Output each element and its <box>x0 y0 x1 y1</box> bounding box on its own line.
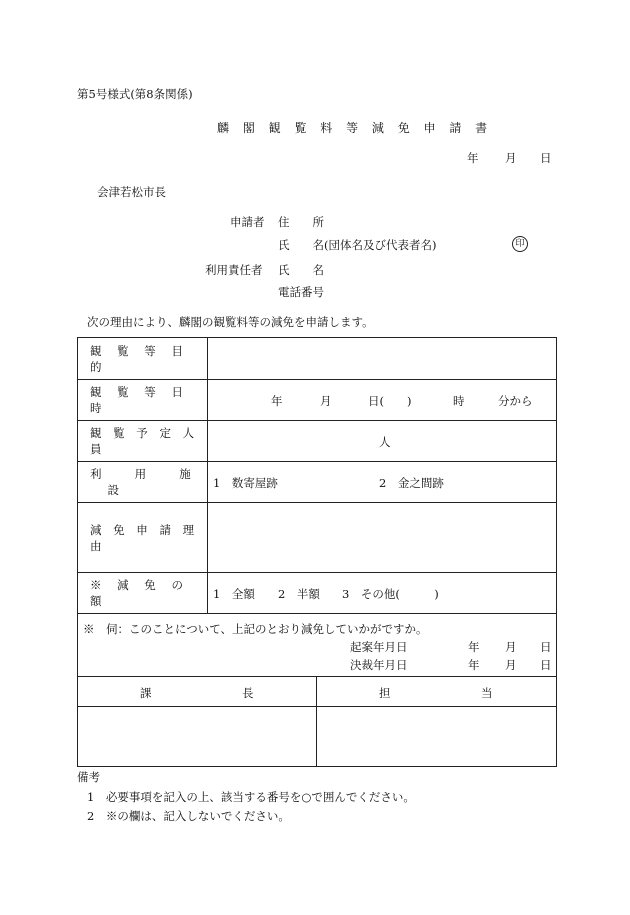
dt-hour: 時 <box>453 394 465 408</box>
section-chief-char-2: 長 <box>242 686 254 700</box>
approval-table <box>77 676 557 767</box>
decision-date-label: 決裁年月日 <box>350 658 408 672</box>
row-office-use <box>78 614 557 677</box>
dt-day: 日( ) <box>368 394 412 408</box>
remarks-heading: 備考 <box>77 770 100 784</box>
manager-label: 利用責任者 <box>205 263 263 277</box>
reason-label: 減 免 申 請 理 由 <box>78 503 208 573</box>
row-amount <box>78 573 557 614</box>
row-facility <box>78 462 557 503</box>
section-chief-header <box>78 677 317 707</box>
purpose-label: 観 覧 等 目 的 <box>78 338 208 380</box>
section-chief-seal-box[interactable] <box>78 707 317 767</box>
dt-month: 月 <box>320 394 332 408</box>
amount-label: ※ 減 免 の 額 <box>78 573 208 614</box>
row-reason <box>78 503 557 573</box>
row-datetime <box>78 380 557 421</box>
date-year: 年 <box>467 151 479 165</box>
facility-field[interactable] <box>208 462 557 503</box>
date-month: 月 <box>505 151 517 165</box>
seal-mark: 印 <box>512 236 528 252</box>
intro-text: 次の理由により、麟閣の観覧料等の減免を申請します。 <box>87 315 374 329</box>
staff-char-1: 担 <box>379 686 391 700</box>
form-title: 麟 閣 観 覧 料 等 減 免 申 請 書 <box>217 121 493 135</box>
decision-month: 月 <box>505 658 517 672</box>
row-purpose <box>78 338 557 380</box>
amount-field[interactable] <box>208 573 557 614</box>
address-label: 住 所 <box>278 215 324 229</box>
form-number: 第5号様式(第8条関係) <box>77 87 193 101</box>
people-field[interactable] <box>208 421 557 462</box>
section-chief-char-1: 課 <box>140 686 152 700</box>
facility-option-2[interactable]: 2 金之間跡 <box>379 476 444 490</box>
inquiry-text: ※ 伺：このことについて、上記のとおり減免していかがですか。 <box>83 622 428 636</box>
staff-char-2: 当 <box>481 686 493 700</box>
facility-option-1[interactable]: 1 数寄屋跡 <box>213 476 278 490</box>
draft-day: 日 <box>540 640 552 654</box>
staff-seal-box[interactable] <box>317 707 557 767</box>
decision-day: 日 <box>540 658 552 672</box>
people-unit: 人 <box>379 435 391 449</box>
datetime-label: 観 覧 等 日 時 <box>78 380 208 421</box>
remarks-note-1: 1 必要事項を記入の上、該当する番号を○で囲んでください。 <box>87 790 415 804</box>
people-label: 観 覧 予 定 人 員 <box>78 421 208 462</box>
name-label: 氏 名(団体名及び代表者名) <box>278 238 437 252</box>
facility-label: 利 用 施 設 <box>78 462 208 503</box>
purpose-field[interactable] <box>208 338 557 380</box>
datetime-field[interactable] <box>208 380 557 421</box>
draft-date-label: 起案年月日 <box>350 640 408 654</box>
manager-name-label: 氏 名 <box>278 263 324 277</box>
remarks-note-2: 2 ※の欄は、記入しないでください。 <box>87 809 290 823</box>
dt-minute: 分から <box>498 394 533 408</box>
draft-month: 月 <box>505 640 517 654</box>
application-form-table <box>77 337 557 677</box>
dt-year: 年 <box>271 394 283 408</box>
decision-year: 年 <box>468 658 480 672</box>
office-use-cell <box>78 614 557 677</box>
amount-option-1[interactable]: 1 全額 <box>213 587 255 601</box>
staff-header <box>317 677 557 707</box>
phone-label: 電話番号 <box>278 285 324 299</box>
addressee: 会津若松市長 <box>97 185 166 199</box>
draft-year: 年 <box>468 640 480 654</box>
amount-option-3[interactable]: 3 その他( ) <box>342 587 439 601</box>
applicant-label: 申請者 <box>230 215 265 229</box>
row-people <box>78 421 557 462</box>
amount-option-2[interactable]: 2 半額 <box>278 587 320 601</box>
date-day: 日 <box>540 151 552 165</box>
reason-field[interactable] <box>208 503 557 573</box>
